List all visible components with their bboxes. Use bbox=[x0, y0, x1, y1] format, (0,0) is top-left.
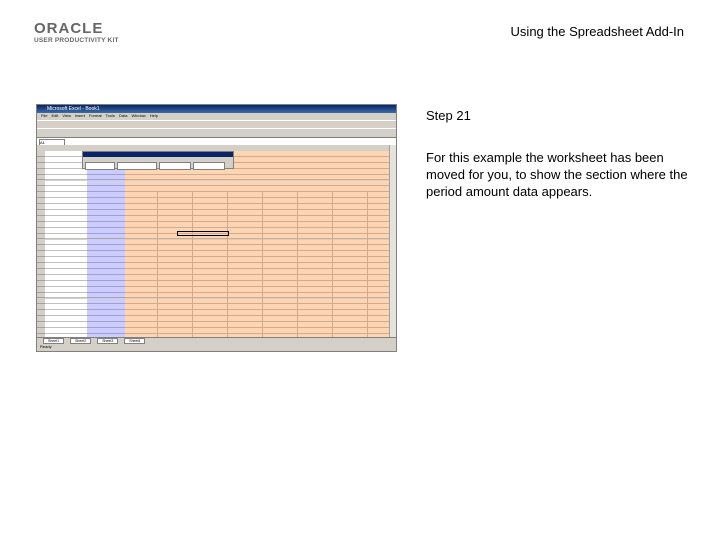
excel-title-bar: Microsoft Excel - Book1 bbox=[37, 105, 396, 113]
excel-menu-item[interactable]: Window bbox=[131, 113, 146, 118]
column-gridline bbox=[332, 191, 333, 352]
oracle-logo bbox=[34, 22, 129, 45]
column-gridline bbox=[157, 191, 158, 352]
sheet-tab[interactable]: Sheet3 bbox=[97, 338, 118, 344]
column-gridline bbox=[262, 191, 263, 352]
excel-menu-item[interactable]: Edit bbox=[51, 113, 59, 118]
column-gridline bbox=[227, 191, 228, 352]
excel-sheet-tabs bbox=[37, 337, 396, 344]
excel-screenshot bbox=[36, 104, 397, 352]
excel-menu-item[interactable]: Data bbox=[119, 113, 128, 118]
selected-cell bbox=[177, 231, 229, 236]
column-gridline bbox=[367, 191, 368, 352]
sheet-tab[interactable]: Sheet2 bbox=[70, 338, 91, 344]
column-gridline bbox=[297, 191, 298, 352]
addin-toolbar-popup bbox=[82, 151, 234, 169]
column-gridline bbox=[192, 191, 193, 352]
excel-menu-item[interactable]: File bbox=[41, 113, 48, 118]
excel-status-bar: Ready bbox=[37, 344, 396, 351]
excel-toolbar-formatting bbox=[37, 128, 396, 137]
excel-menu-item[interactable]: Format bbox=[88, 113, 102, 118]
page-title: Using the Spreadsheet Add-In bbox=[510, 24, 684, 39]
excel-vertical-scrollbar bbox=[389, 145, 396, 343]
excel-menu-item[interactable]: Insert bbox=[74, 113, 85, 118]
excel-menu-item[interactable]: Tools bbox=[105, 113, 115, 118]
sheet-tab[interactable]: Sheet4 bbox=[124, 338, 145, 344]
oracle-wordmark: ORACLE bbox=[34, 20, 104, 37]
excel-menu-item[interactable]: View bbox=[62, 113, 71, 118]
excel-menu-bar bbox=[37, 113, 396, 120]
oracle-upk-subtitle: USER PRODUCTIVITY KIT bbox=[34, 37, 119, 44]
step-description: For this example the worksheet has been moved for you, to show the section where the period amount data appears. bbox=[426, 150, 688, 199]
sheet-tab[interactable]: Sheet1 bbox=[43, 338, 64, 344]
step-label: Step 21 bbox=[426, 108, 471, 123]
excel-menu-item[interactable]: Help bbox=[149, 113, 158, 118]
excel-name-box: A1 bbox=[39, 139, 65, 147]
